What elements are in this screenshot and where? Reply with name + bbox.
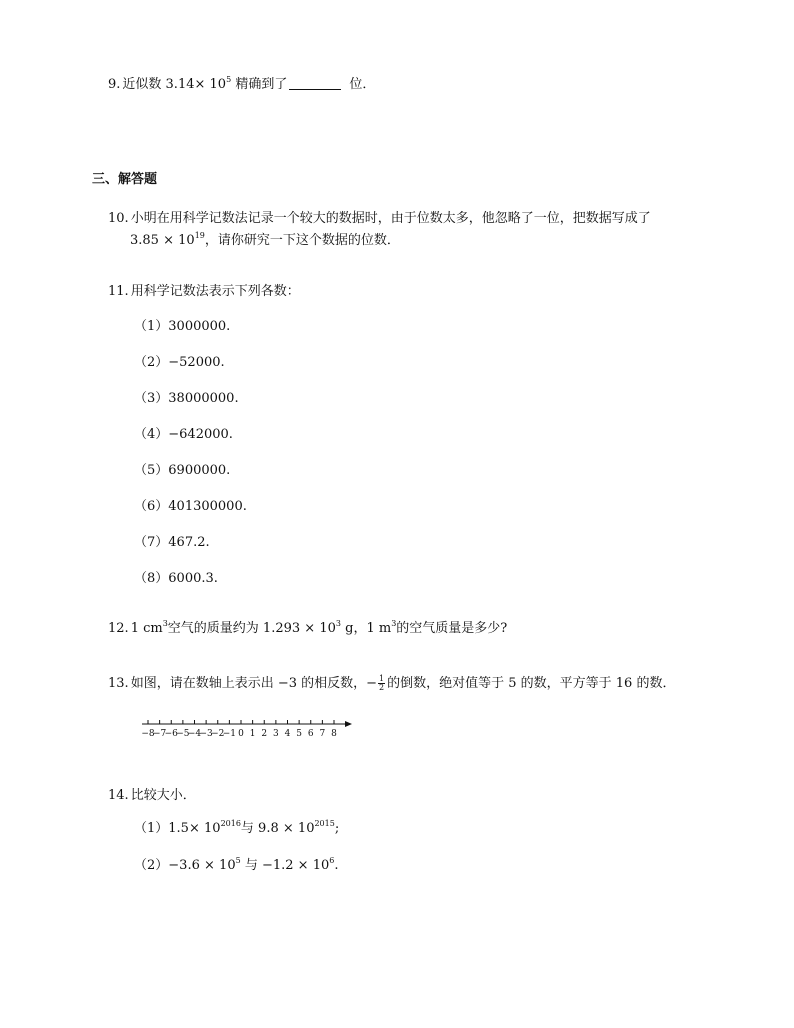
- fraction-numerator: 1: [379, 674, 385, 683]
- question-text: 空气的质量约为 1.293: [167, 621, 301, 636]
- exponent: 3: [391, 619, 397, 628]
- question-number: 14.: [108, 788, 129, 803]
- question-text: g，1 m: [345, 621, 392, 636]
- question-text: 的倒数，绝对值等于 5 的数，平方等于 16 的数．: [387, 676, 676, 691]
- fraction: [378, 675, 385, 692]
- exponent: 6: [329, 856, 335, 865]
- question-9: [108, 76, 375, 94]
- axis-tick-label: −2: [211, 729, 225, 739]
- question-10-line-2: [130, 232, 400, 250]
- question-text: ，请你研究一下这个数据的位数．: [204, 233, 400, 248]
- exponent: 19: [194, 231, 205, 240]
- axis-tick-label: −3: [199, 729, 213, 739]
- question-text: 如图，请在数轴上表示出 −3 的相反数，−: [130, 676, 378, 691]
- question-10: [108, 210, 651, 228]
- axis-tick-label: 3: [273, 729, 279, 739]
- question-number: 13.: [108, 676, 129, 691]
- list-item: （2）−52000.: [134, 355, 225, 370]
- list-item: （6）401300000.: [134, 499, 247, 514]
- list-item: （7）467.2.: [134, 535, 210, 550]
- question-text: 3.85: [130, 233, 159, 248]
- question-14: [108, 787, 196, 805]
- axis-tick-label: 8: [331, 729, 337, 739]
- list-item: （1）3000000.: [134, 319, 231, 334]
- question-12: [108, 620, 507, 638]
- question-number: 9.: [108, 77, 121, 92]
- times-sign: ×: [194, 77, 206, 92]
- question-text: 近似数 3.14: [122, 77, 195, 92]
- axis-tick-label: −1: [222, 729, 237, 739]
- list-item: （8）6000.3.: [134, 571, 218, 586]
- times-sign: ×: [163, 233, 174, 248]
- axis-tick-label: −7: [152, 729, 167, 739]
- item-label: （1）: [134, 821, 169, 836]
- axis-tick-label: 6: [307, 729, 314, 739]
- question-number: 12.: [108, 621, 129, 636]
- axis-tick-label: −4: [187, 729, 202, 739]
- times-sign: ×: [188, 821, 200, 836]
- axis-tick-label: 7: [319, 729, 326, 739]
- question-text: 比较大小．: [130, 788, 196, 803]
- question-text: 小明在用科学记数法记录一个较大的数据时，由于位数太多，他忽略了一位，把数据写成了: [130, 211, 651, 226]
- question-14-item-2: [134, 857, 339, 875]
- answer-blank[interactable]: [289, 77, 341, 90]
- exponent: 5: [235, 856, 241, 865]
- math-text: 1.5: [168, 821, 189, 836]
- axis-tick-label: 4: [284, 729, 291, 739]
- axis-tick-label: −8: [141, 729, 155, 739]
- math-text: −3.6: [168, 858, 200, 873]
- power-base: 10: [209, 77, 227, 92]
- punctuation: ;: [334, 821, 340, 836]
- power-base: 10: [178, 233, 195, 248]
- question-11: [108, 283, 300, 301]
- times-sign: ×: [297, 858, 309, 873]
- question-13: [108, 675, 675, 693]
- axis-tick-label: −6: [164, 729, 178, 739]
- times-sign: ×: [304, 621, 316, 636]
- list-item: （4）−642000.: [134, 427, 233, 442]
- fraction-denominator: 2: [379, 683, 385, 692]
- exponent: 2015: [314, 819, 335, 828]
- power-base: 10: [319, 621, 336, 636]
- number-line: [140, 716, 360, 742]
- axis-tick-label: 2: [261, 729, 268, 739]
- exponent: 3: [162, 619, 168, 628]
- question-number: 10.: [108, 211, 129, 226]
- math-text: 与 9.8: [240, 821, 279, 836]
- punctuation: .: [334, 858, 339, 873]
- question-14-item-1: [134, 820, 339, 838]
- question-text: 用科学记数法表示下列各数：: [130, 284, 300, 299]
- axis-arrow-icon: [345, 721, 352, 727]
- axis-tick-label: −5: [176, 729, 190, 739]
- list-item: （3）38000000.: [134, 391, 239, 406]
- axis-tick-label: 5: [296, 729, 302, 739]
- question-text: 位．: [349, 77, 376, 92]
- question-text: 1 cm: [130, 621, 163, 636]
- question-text: 的空气质量是多少?: [396, 621, 508, 636]
- list-item: （5）6900000.: [134, 463, 231, 478]
- power-base: 10: [219, 858, 236, 873]
- times-sign: ×: [282, 821, 294, 836]
- exponent: 3: [335, 619, 341, 628]
- power-base: 10: [297, 821, 315, 836]
- times-sign: ×: [204, 858, 215, 873]
- power-base: 10: [312, 858, 330, 873]
- section-title: 三、解答题: [92, 172, 158, 187]
- axis-tick-label: 1: [249, 729, 256, 739]
- item-label: （2）: [134, 858, 169, 873]
- number-line-svg: [140, 716, 360, 742]
- question-text: 精确到了: [235, 77, 288, 92]
- exponent: 5: [226, 75, 232, 84]
- power-base: 10: [204, 821, 221, 836]
- axis-tick-label: 0: [238, 729, 244, 739]
- question-number: 11.: [108, 284, 129, 299]
- math-text: 与 −1.2: [244, 858, 294, 873]
- exponent: 2016: [220, 819, 241, 828]
